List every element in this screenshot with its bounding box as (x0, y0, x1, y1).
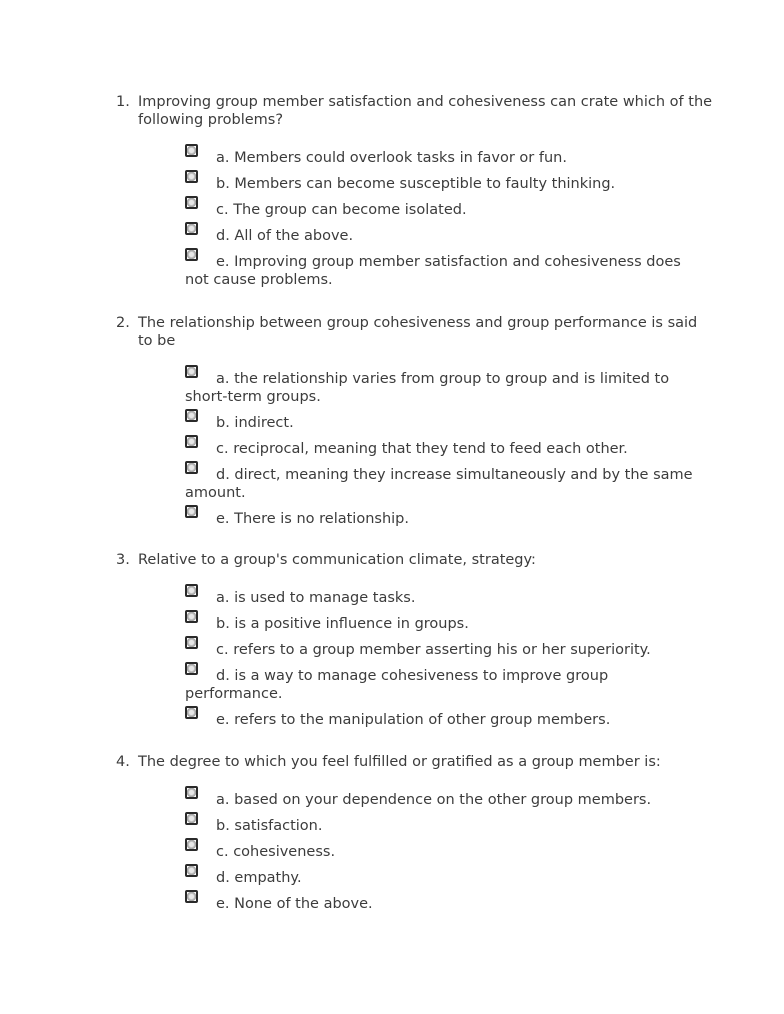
answer-options (185, 149, 705, 289)
question-4 (116, 753, 716, 921)
radio-button-icon[interactable] (185, 812, 198, 825)
option-label: d. is a way to manage cohesiveness to improve group performance. (185, 668, 609, 702)
answer-option[interactable] (185, 201, 705, 219)
option-label: b. Members can become susceptible to faulty thinking. (216, 176, 616, 192)
question-stem (116, 93, 716, 129)
answer-option[interactable] (185, 440, 705, 458)
radio-button-icon[interactable] (185, 662, 198, 675)
question-stem (116, 753, 716, 771)
radio-button-icon[interactable] (185, 636, 198, 649)
radio-button-icon[interactable] (185, 461, 198, 474)
option-label: b. indirect. (216, 415, 294, 431)
radio-button-icon[interactable] (185, 222, 198, 235)
option-label: e. refers to the manipulation of other group members. (216, 712, 611, 728)
radio-button-icon[interactable] (185, 610, 198, 623)
question-number: 2. (116, 315, 130, 331)
answer-option[interactable] (185, 253, 705, 289)
question-text: Relative to a group's communication climate, strategy: (138, 552, 536, 568)
answer-option[interactable] (185, 589, 705, 607)
option-label: a. the relationship varies from group to group and is limited to short-term groups. (185, 371, 670, 405)
option-label: b. is a positive influence in groups. (216, 616, 469, 632)
radio-button-icon[interactable] (185, 170, 198, 183)
answer-option[interactable] (185, 175, 705, 193)
radio-button-icon[interactable] (185, 786, 198, 799)
question-number: 1. (116, 94, 130, 110)
radio-button-icon[interactable] (185, 706, 198, 719)
answer-option[interactable] (185, 227, 705, 245)
answer-options (185, 589, 705, 729)
answer-option[interactable] (185, 466, 705, 502)
option-label: c. cohesiveness. (216, 844, 336, 860)
option-label: a. is used to manage tasks. (216, 590, 416, 606)
option-label: a. based on your dependence on the other group members. (216, 792, 652, 808)
answer-option[interactable] (185, 791, 705, 809)
radio-button-icon[interactable] (185, 505, 198, 518)
radio-button-icon[interactable] (185, 584, 198, 597)
option-label: c. The group can become isolated. (216, 202, 467, 218)
answer-options (185, 791, 705, 913)
answer-option[interactable] (185, 711, 705, 729)
answer-option[interactable] (185, 641, 705, 659)
answer-options (185, 370, 705, 528)
answer-option[interactable] (185, 843, 705, 861)
option-label: c. refers to a group member asserting his or her superiority. (216, 642, 651, 658)
answer-option[interactable] (185, 667, 705, 703)
answer-option[interactable] (185, 817, 705, 835)
question-text: The degree to which you feel fulfilled or gratified as a group member is: (138, 754, 661, 770)
answer-option[interactable] (185, 869, 705, 887)
option-label: d. All of the above. (216, 228, 354, 244)
answer-option[interactable] (185, 895, 705, 913)
question-1 (116, 93, 716, 297)
radio-button-icon[interactable] (185, 196, 198, 209)
radio-button-icon[interactable] (185, 838, 198, 851)
answer-option[interactable] (185, 149, 705, 167)
question-stem (116, 314, 716, 350)
option-label: e. Improving group member satisfaction and cohesiveness does not cause problems. (185, 254, 681, 288)
question-number: 3. (116, 552, 130, 568)
answer-option[interactable] (185, 615, 705, 633)
question-number: 4. (116, 754, 130, 770)
option-label: a. Members could overlook tasks in favor or fun. (216, 150, 567, 166)
option-label: d. direct, meaning they increase simultaneously and by the same amount. (185, 467, 693, 501)
answer-option[interactable] (185, 510, 705, 528)
question-text: Improving group member satisfaction and cohesiveness can crate which of the following problems? (138, 94, 713, 128)
option-label: c. reciprocal, meaning that they tend to feed each other. (216, 441, 628, 457)
question-stem (116, 551, 716, 569)
radio-button-icon[interactable] (185, 864, 198, 877)
option-label: b. satisfaction. (216, 818, 323, 834)
question-text: The relationship between group cohesiveness and group performance is said to be (138, 315, 698, 349)
radio-button-icon[interactable] (185, 890, 198, 903)
radio-button-icon[interactable] (185, 144, 198, 157)
option-label: e. There is no relationship. (216, 511, 409, 527)
radio-button-icon[interactable] (185, 409, 198, 422)
radio-button-icon[interactable] (185, 435, 198, 448)
option-label: e. None of the above. (216, 896, 373, 912)
option-label: d. empathy. (216, 870, 302, 886)
question-2 (116, 314, 716, 536)
answer-option[interactable] (185, 414, 705, 432)
question-3 (116, 551, 716, 737)
radio-button-icon[interactable] (185, 365, 198, 378)
radio-button-icon[interactable] (185, 248, 198, 261)
answer-option[interactable] (185, 370, 705, 406)
